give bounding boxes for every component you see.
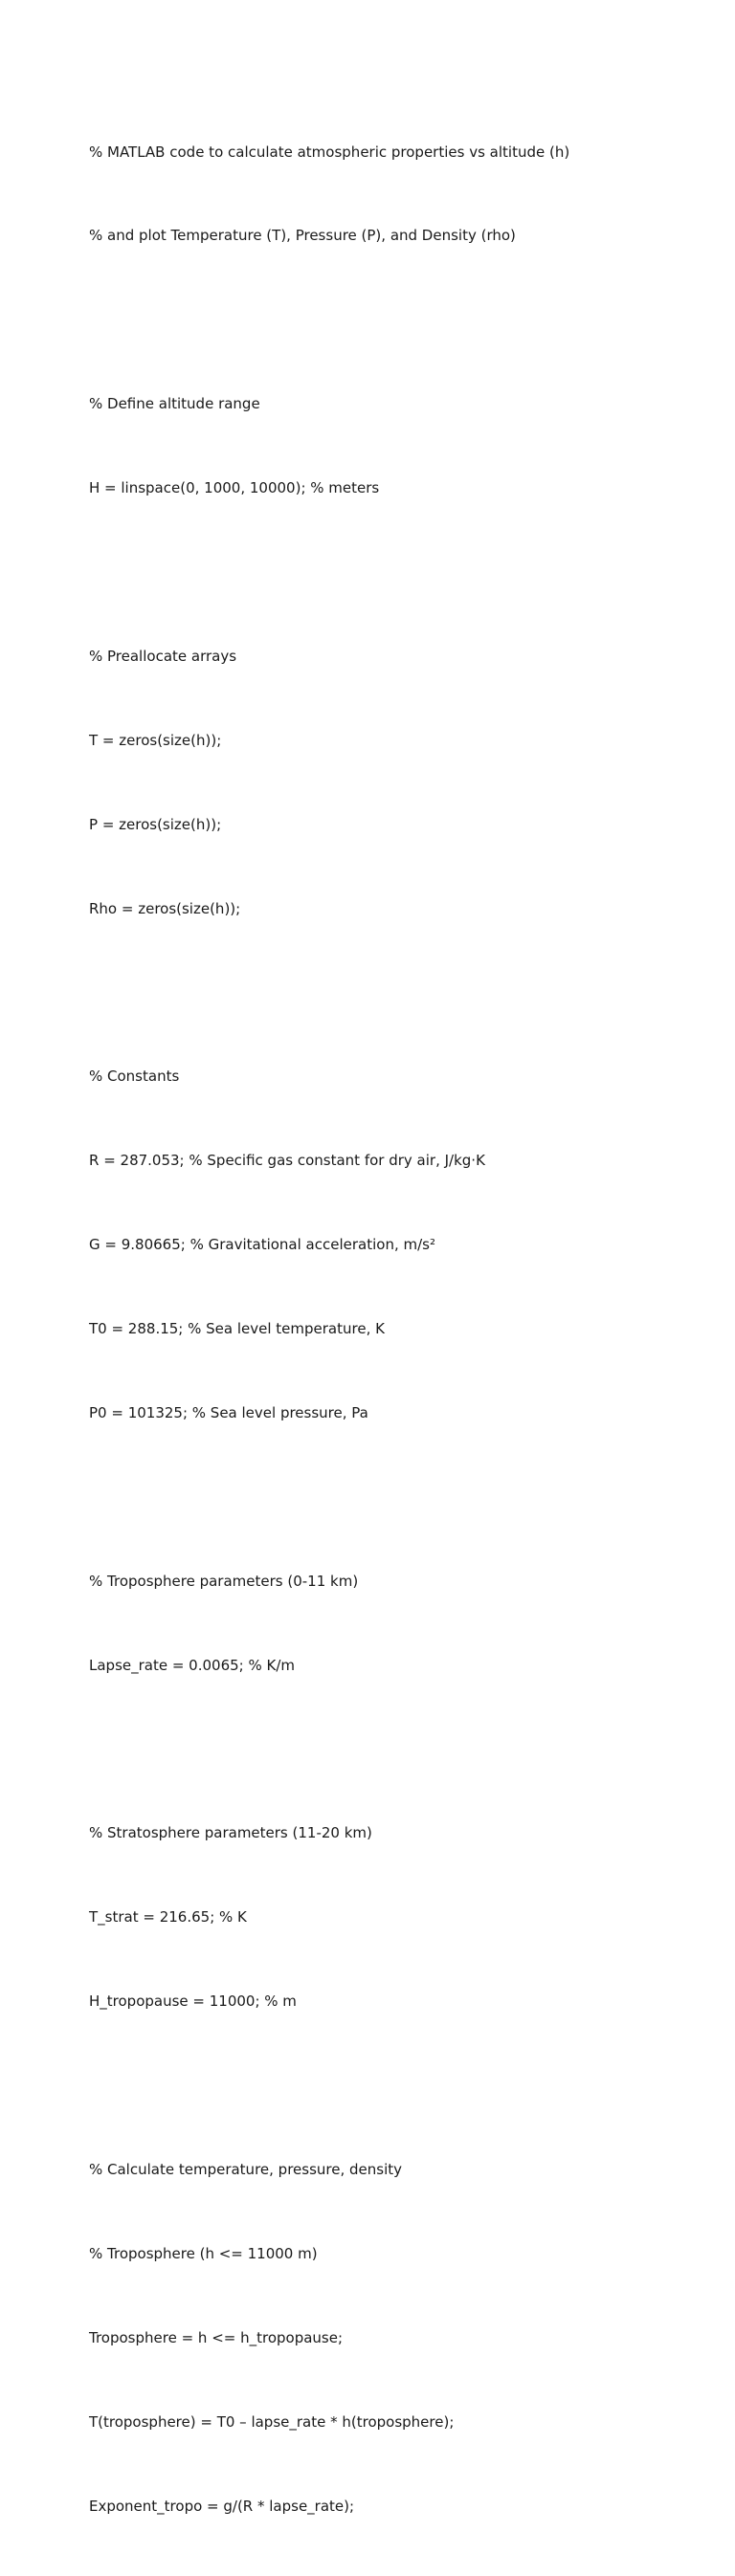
- code-line: % Troposphere parameters (0-11 km): [89, 1572, 359, 1590]
- code-line: Rho = zeros(size(h));: [89, 899, 241, 917]
- code-line: P = zeros(size(h));: [89, 815, 222, 833]
- code-line: Troposphere = h <= h_tropopause;: [89, 2328, 344, 2346]
- code-line: T0 = 288.15; % Sea level temperature, K: [89, 1320, 385, 1338]
- blank-line: [89, 980, 702, 1007]
- blank-line: [89, 1484, 702, 1511]
- code-line: T(troposphere) = T0 – lapse_rate * h(troposphere);: [89, 2412, 455, 2431]
- code-line: Exponent_tropo = g/(R * lapse_rate);: [89, 2497, 355, 2515]
- code-line: % Calculate temperature, pressure, density: [89, 2160, 402, 2178]
- code-line: % Preallocate arrays: [89, 647, 237, 665]
- code-line: Lapse_rate = 0.0065; % K/m: [89, 1656, 296, 1674]
- blank-line: [89, 559, 702, 586]
- blank-line: [89, 2072, 702, 2100]
- code-line: % Troposphere (h <= 11000 m): [89, 2244, 318, 2262]
- code-line: % MATLAB code to calculate atmospheric properties vs altitude (h): [89, 143, 570, 161]
- code-line: H_tropopause = 11000; % m: [89, 1993, 297, 2011]
- code-line: P0 = 101325; % Sea level pressure, Pa: [89, 1403, 368, 1421]
- code-block: [89, 82, 702, 2576]
- code-line: H = linspace(0, 1000, 10000); % meters: [89, 479, 380, 497]
- code-line: % Define altitude range: [89, 395, 260, 413]
- code-line: R = 287.053; % Specific gas constant for dry air, J/kg·K: [89, 1152, 485, 1170]
- code-line: % Stratosphere parameters (11-20 km): [89, 1824, 372, 1842]
- blank-line: [89, 306, 702, 334]
- code-line: T = zeros(size(h));: [89, 731, 222, 749]
- blank-line: [89, 1736, 702, 1764]
- code-line: T_strat = 216.65; % K: [89, 1908, 247, 1926]
- code-line: % Constants: [89, 1068, 180, 1086]
- code-line: % and plot Temperature (T), Pressure (P), and Density (rho): [89, 227, 516, 245]
- code-line: G = 9.80665; % Gravitational acceleration, m/s²: [89, 1236, 435, 1254]
